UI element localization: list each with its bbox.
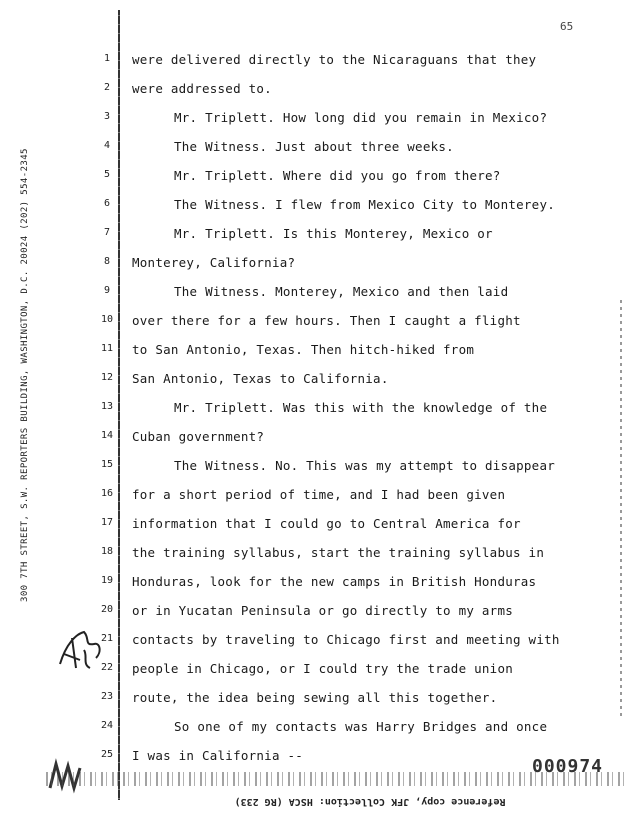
transcript-line: Monterey, California?	[132, 255, 296, 270]
line-number: 9	[103, 285, 111, 296]
page-number: 65	[560, 20, 574, 33]
line-number: 16	[100, 488, 114, 499]
transcript-line: over there for a few hours. Then I caught a flight	[132, 313, 521, 328]
line-number: 17	[100, 517, 114, 528]
transcript-line: people in Chicago, or I could try the trade union	[132, 661, 514, 676]
line-number: 19	[100, 575, 114, 586]
margin-rule	[118, 10, 120, 800]
line-number: 20	[100, 604, 114, 615]
transcript-line: The Witness. I flew from Mexico City to Monterey.	[174, 197, 556, 212]
transcript-line: contacts by traveling to Chicago first and meeting with	[132, 632, 560, 647]
transcript-line: were addressed to.	[132, 81, 272, 96]
transcript-line: Cuban government?	[132, 429, 265, 444]
transcript-line: the training syllabus, start the training syllabus in	[132, 545, 545, 560]
line-number: 25	[100, 749, 114, 760]
line-number: 15	[100, 459, 114, 470]
line-number: 6	[103, 198, 111, 209]
reference-footer: Reference copy, JFK Collection: HSCA (RG 233)	[234, 796, 506, 807]
transcript-line: San Antonio, Texas to California.	[132, 371, 389, 386]
line-number: 3	[103, 111, 111, 122]
transcript-line: Mr. Triplett. Was this with the knowledge of the	[174, 400, 548, 415]
line-number: 8	[103, 256, 111, 267]
line-number: 14	[100, 430, 114, 441]
transcript-line: So one of my contacts was Harry Bridges and once	[174, 719, 548, 734]
line-number: 1	[103, 53, 111, 64]
transcript-line: were delivered directly to the Nicaraguans that they	[132, 52, 537, 67]
line-number: 10	[100, 314, 114, 325]
line-number: 18	[100, 546, 114, 557]
transcript-line: Honduras, look for the new camps in British Honduras	[132, 574, 537, 589]
line-number: 2	[103, 82, 111, 93]
transcript-line: to San Antonio, Texas. Then hitch-hiked from	[132, 342, 475, 357]
line-number: 22	[100, 662, 114, 673]
line-number: 13	[100, 401, 114, 412]
transcript-line: or in Yucatan Peninsula or go directly to my arms	[132, 603, 514, 618]
transcript-line: The Witness. Just about three weeks.	[174, 139, 454, 154]
transcript-line: information that I could go to Central America for	[132, 516, 521, 531]
transcript-line: I was in California --	[132, 748, 304, 763]
line-number: 7	[103, 227, 111, 238]
line-number: 21	[100, 633, 114, 644]
line-number: 12	[100, 372, 114, 383]
right-edge-scan-artifact	[620, 300, 622, 720]
transcript-line: Mr. Triplett. Is this Monterey, Mexico or	[174, 226, 493, 241]
transcript-line: route, the idea being sewing all this together.	[132, 690, 498, 705]
transcript-line: The Witness. No. This was my attempt to disappear	[174, 458, 556, 473]
line-number: 24	[100, 720, 114, 731]
line-number: 5	[103, 169, 111, 180]
document-id: 000974	[532, 756, 604, 777]
transcript-line: The Witness. Monterey, Mexico and then laid	[174, 284, 509, 299]
transcript-line: for a short period of time, and I had been given	[132, 487, 506, 502]
transcript-line: Mr. Triplett. How long did you remain in Mexico?	[174, 110, 548, 125]
reporter-address-vertical: 300 7TH STREET, S.W. REPORTERS BUILDING, WASHINGTON, D.C. 20024 (202) 554-2345	[20, 148, 30, 602]
line-number: 11	[100, 343, 114, 354]
line-number: 4	[103, 140, 111, 151]
line-number: 23	[100, 691, 114, 702]
transcript-line: Mr. Triplett. Where did you go from there?	[174, 168, 501, 183]
